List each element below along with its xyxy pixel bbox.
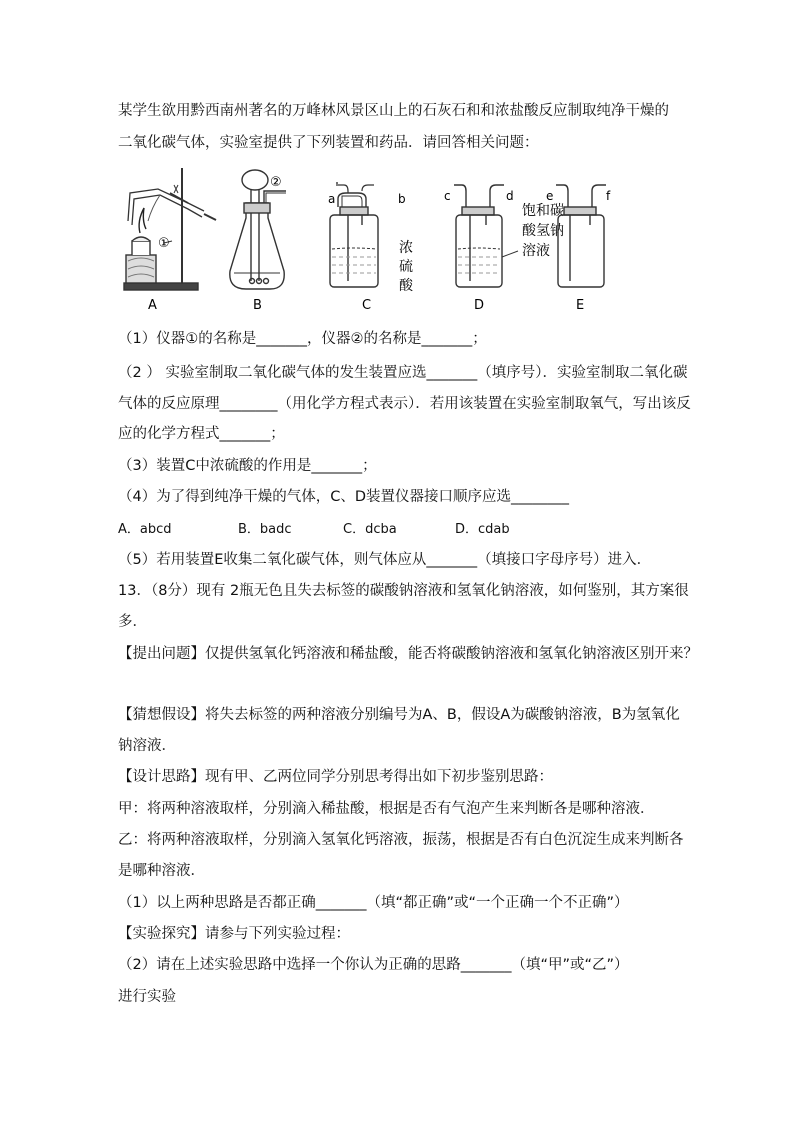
option-b: B．badc <box>238 522 292 537</box>
option-c: C．dcba <box>343 522 397 537</box>
apparatus-a <box>124 168 216 290</box>
label-c: C <box>362 298 372 313</box>
q2-line-3: 应的化学方程式_______； <box>118 426 285 442</box>
d-reagent-3: 溶液 <box>522 243 550 259</box>
q13-line-1: 13．（8分）现有 2瓶无色且失去标签的碳酸钠溶液和氢氧化钠溶液，如何鉴别，其方案很 <box>118 583 689 599</box>
q13-line-2: 多． <box>118 614 147 630</box>
c-reagent-2: 硫 <box>399 259 413 275</box>
q3: （3）装置C中浓硫酸的作用是_______； <box>118 458 377 474</box>
hypothesis-line-1: 【猜想假设】将失去标签的两种溶液分别编号为A、B，假设A为碳酸钠溶液，B为氢氧化 <box>118 707 680 723</box>
marker-1: ① <box>158 236 170 251</box>
label-e: E <box>576 298 585 313</box>
c-reagent-3: 酸 <box>399 278 413 294</box>
q2-line-1: （2 ） 实验室制取二氧化碳气体的发生装置应选_______（填序号）．实验室制取二氧化碳 <box>118 365 688 381</box>
q2-line-2: 气体的反应原理________（用化学方程式表示）．若用该装置在实验室制取氧气，写出该反 <box>118 396 691 412</box>
port-c: c <box>444 189 451 203</box>
d-reagent-1: 饱和碳 <box>522 203 564 219</box>
port-f: f <box>606 189 611 203</box>
port-a: a <box>328 192 336 206</box>
port-d: d <box>506 189 514 203</box>
c-reagent-1: 浓 <box>399 240 413 256</box>
apparatus-c <box>330 183 378 287</box>
d-reagent-2: 酸氢钠 <box>522 223 564 239</box>
option-d: D．cdab <box>455 522 510 537</box>
label-a: A <box>148 298 157 313</box>
jia-approach: 甲：将两种溶液取样，分别滴入稀盐酸，根据是否有气泡产生来判断各是哪种溶液． <box>118 801 655 817</box>
hypothesis-line-2: 钠溶液． <box>118 738 176 754</box>
port-e: e <box>546 189 554 203</box>
q1: （1）仪器①的名称是_______，仪器②的名称是_______； <box>118 331 487 347</box>
marker-2: ② <box>270 175 282 190</box>
q4: （4）为了得到纯净干燥的气体，C、D装置仪器接口顺序应选________ <box>118 489 570 505</box>
label-b: B <box>253 298 262 313</box>
p2-line-1: （2）请在上述实验思路中选择一个你认为正确的思路_______（填“甲”或“乙”） <box>118 957 629 973</box>
intro-line-2: 二氧化碳气体，实验室提供了下列装置和药品．请回答相关问题： <box>118 135 539 151</box>
intro-line-1: 某学生欲用黔西南州著名的万峰林风景区山上的石灰石和和浓盐酸反应制取纯净干燥的 <box>118 103 669 119</box>
port-b: b <box>398 192 406 206</box>
option-a: A．abcd <box>118 522 172 537</box>
raise-question: 【提出问题】仅提供氢氧化钙溶液和稀盐酸，能否将碳酸钠溶液和氢氧化钠溶液区别开来？ <box>118 646 698 662</box>
experiment-explore: 【实验探究】请参与下列实验过程： <box>118 926 350 942</box>
yi-approach-line-2: 是哪种溶液． <box>118 863 205 879</box>
label-d: D <box>474 298 485 313</box>
design-thought: 【设计思路】现有甲、乙两位同学分别思考得出如下初步鉴别思路： <box>118 769 553 785</box>
yi-approach-line-1: 乙：将两种溶液取样，分别滴入氢氧化钙溶液，振荡，根据是否有白色沉淀生成来判断各 <box>118 832 684 848</box>
q5: （5）若用装置E收集二氧化碳气体，则气体应从_______（填接口字母序号）进入． <box>118 552 652 568</box>
p2-line-2: 进行实验 <box>118 989 176 1005</box>
p1: （1）以上两种思路是否都正确_______（填“都正确”或“一个正确一个不正确”） <box>118 895 629 911</box>
apparatus-figure <box>118 163 638 313</box>
